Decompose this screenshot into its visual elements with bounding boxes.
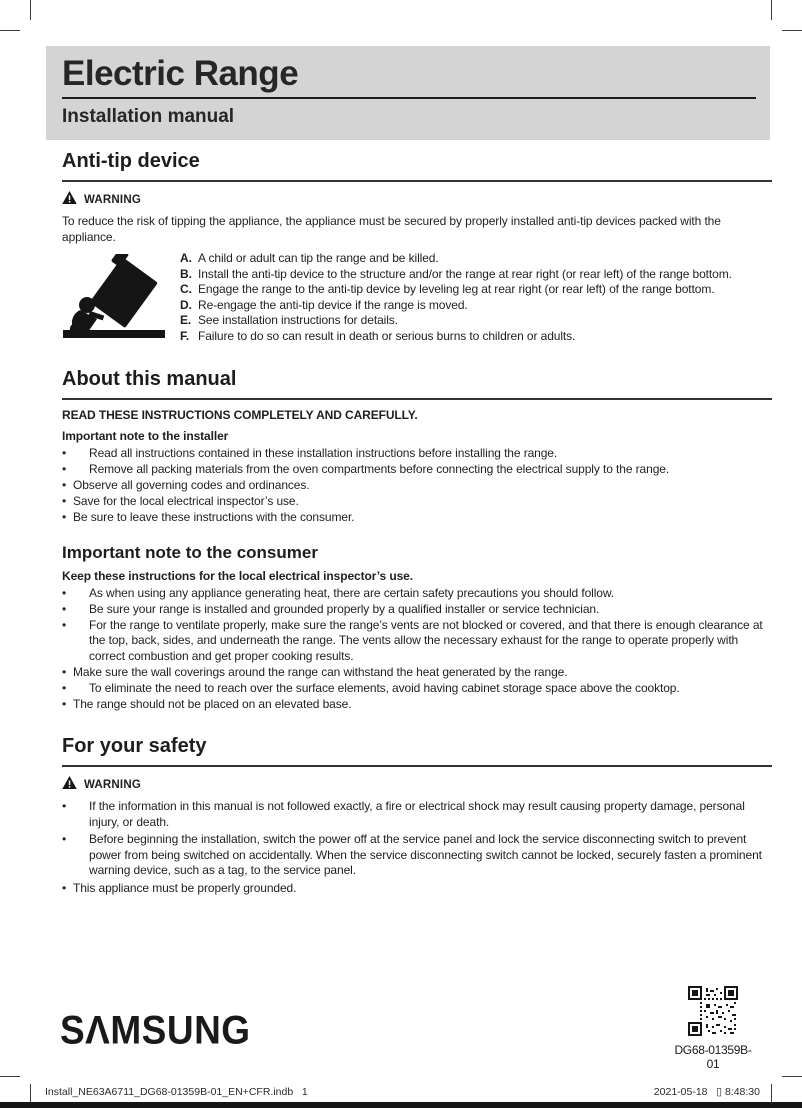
item-text: Install the anti-tip device to the structure and/or the range at rear right (or rear left) of the range bottom. — [198, 266, 732, 281]
item-text: Failure to do so can result in death or serious burns to children or adults. — [198, 328, 576, 343]
bullet-glyph: • — [62, 446, 67, 460]
item-label: E. — [180, 313, 192, 328]
installer-bullet-list — [62, 446, 772, 526]
consumer-note-lead: Keep these instructions for the local electrical inspector’s use. — [62, 568, 413, 583]
masthead — [46, 46, 770, 140]
bullet-item — [62, 881, 772, 897]
item-label: C. — [180, 282, 192, 297]
consumer-note-heading: Important note to the consumer — [62, 542, 318, 562]
list-item — [180, 329, 772, 345]
bullet-text: Save for the local electrical inspector’s use. — [73, 494, 299, 508]
warning-triangle-icon — [62, 191, 77, 209]
crop-mark — [782, 30, 802, 31]
bullet-item — [62, 510, 772, 526]
section-for-your-safety — [62, 735, 772, 896]
footer-datetime: 2021-05-18 ▯ 8:48:30 — [653, 1086, 760, 1098]
item-text: Engage the range to the anti-tip device by leveling leg at rear right (or rear left) of the range bottom. — [198, 282, 715, 297]
range-tip-over-pictogram-icon — [62, 250, 180, 347]
bullet-item — [62, 446, 772, 462]
bullet-glyph: • — [62, 680, 67, 695]
bullet-item — [62, 832, 772, 879]
crop-mark — [0, 1076, 20, 1077]
footer-file-info: Install_NE63A6711_DG68-01359B-01_EN+CFR.indb 1 — [45, 1086, 308, 1098]
bullet-item — [62, 799, 772, 830]
warning-header — [62, 776, 772, 794]
item-text: Re-engage the anti-tip device if the range is moved. — [198, 297, 468, 312]
bullet-text: If the information in this manual is not followed exactly, a fire or electrical shock may result causing property damage, personal injury, or death. — [89, 799, 745, 829]
bullet-glyph: • — [62, 664, 67, 679]
item-label: B. — [180, 266, 192, 281]
bullet-glyph: • — [62, 478, 67, 492]
anti-tip-list — [180, 250, 772, 347]
bullet-item — [62, 586, 772, 602]
bullet-text: Read all instructions contained in these installation instructions before installing the range. — [89, 446, 558, 460]
bullet-text: Make sure the wall coverings around the range can withstand the heat generated by the range. — [73, 664, 568, 679]
qr-code-icon — [688, 1023, 738, 1040]
crop-mark — [30, 0, 31, 20]
crop-mark — [771, 1084, 772, 1102]
bottom-bar — [0, 1102, 802, 1108]
bullet-item — [62, 697, 772, 713]
bullet-glyph: • — [62, 832, 67, 846]
crop-mark — [782, 1076, 802, 1077]
bullet-glyph: • — [62, 510, 67, 524]
bullet-text: Observe all governing codes and ordinances. — [73, 478, 310, 492]
samsung-logo: SΛMSUNG — [60, 1008, 251, 1053]
bullet-text: Remove all packing materials from the oven compartments before connecting the electrical supply to the range. — [89, 462, 670, 476]
bullet-glyph: • — [62, 601, 67, 616]
bullet-glyph: • — [62, 799, 67, 813]
bullet-text: The range should not be placed on an elevated base. — [73, 696, 352, 711]
document-body — [62, 150, 772, 896]
list-item — [180, 267, 772, 283]
section-anti-tip-device — [62, 150, 772, 347]
crop-mark — [0, 30, 20, 31]
item-text: See installation instructions for details. — [198, 313, 398, 328]
safety-bullet-list — [62, 799, 772, 896]
item-label: A. — [180, 251, 192, 265]
bullet-text: This appliance must be properly grounded. — [73, 880, 297, 895]
section-about-this-manual — [62, 368, 772, 712]
section-heading: Anti-tip device — [62, 150, 772, 182]
list-item — [180, 298, 772, 314]
bullet-glyph: • — [62, 880, 67, 895]
item-text: A child or adult can tip the range and be killed. — [198, 251, 439, 265]
warning-header — [62, 191, 772, 209]
section-heading: For your safety — [62, 735, 772, 767]
anti-tip-figure-row — [62, 250, 772, 347]
bullet-item — [62, 665, 772, 681]
warning-label: WARNING — [84, 194, 141, 206]
installer-note-heading: Important note to the installer — [62, 429, 229, 443]
consumer-bullet-list — [62, 586, 772, 713]
bullet-glyph: • — [62, 617, 67, 632]
bullet-item — [62, 602, 772, 618]
bullet-glyph: • — [62, 462, 67, 476]
page-subtitle: Installation manual — [62, 106, 235, 127]
list-item — [180, 282, 772, 298]
bullet-item — [62, 462, 772, 478]
print-footer — [45, 1086, 760, 1098]
bullet-item — [62, 618, 772, 665]
list-item — [180, 251, 772, 267]
read-instructions-line: READ THESE INSTRUCTIONS COMPLETELY AND CAREFULLY. — [62, 408, 418, 422]
crop-mark — [771, 0, 772, 20]
bullet-glyph: • — [62, 696, 67, 711]
bullet-text: Be sure your range is installed and grounded properly by a qualified installer or service technician. — [89, 601, 600, 616]
list-item — [180, 313, 772, 329]
bullet-item — [62, 478, 772, 494]
bullet-text: As when using any appliance generating heat, there are certain safety precautions you should follow. — [89, 585, 615, 600]
page-title: Electric Range — [62, 54, 299, 93]
bullet-item — [62, 681, 772, 697]
bullet-glyph: • — [62, 585, 67, 600]
bullet-item — [62, 494, 772, 510]
item-label: D. — [180, 297, 192, 312]
item-label: F. — [180, 328, 190, 343]
crop-mark — [30, 1084, 31, 1102]
bullet-text: For the range to ventilate properly, make sure the range’s vents are not blocked or covered, and that there is enough clearance at the top, back, sides, and underneath the range. The vents allow the necessary exhaust for the range to operate properly with correct combustion and get proper cooking results. — [89, 617, 763, 663]
section-heading: About this manual — [62, 368, 772, 400]
bullet-glyph: • — [62, 494, 67, 508]
title-divider — [62, 97, 756, 99]
warning-triangle-icon — [62, 776, 77, 794]
qr-block — [671, 986, 755, 1071]
bullet-text: Before beginning the installation, switch the power off at the service panel and lock the service disconnecting switch to prevent power from being switched on accidentally. When the service disconnecting switch cannot be locked, securely fasten a prominent warning device, such as a tag, to the service panel. — [89, 832, 762, 877]
warning-label: WARNING — [84, 779, 141, 791]
anti-tip-intro: To reduce the risk of tipping the appliance, the appliance must be secured by properly installed anti-tip devices packed with the appliance. — [62, 214, 721, 244]
bullet-text: To eliminate the need to reach over the surface elements, avoid having cabinet storage space above the cooktop. — [89, 680, 680, 695]
bullet-text: Be sure to leave these instructions with the consumer. — [73, 510, 355, 524]
document-code: DG68-01359B-01 — [674, 1043, 752, 1071]
